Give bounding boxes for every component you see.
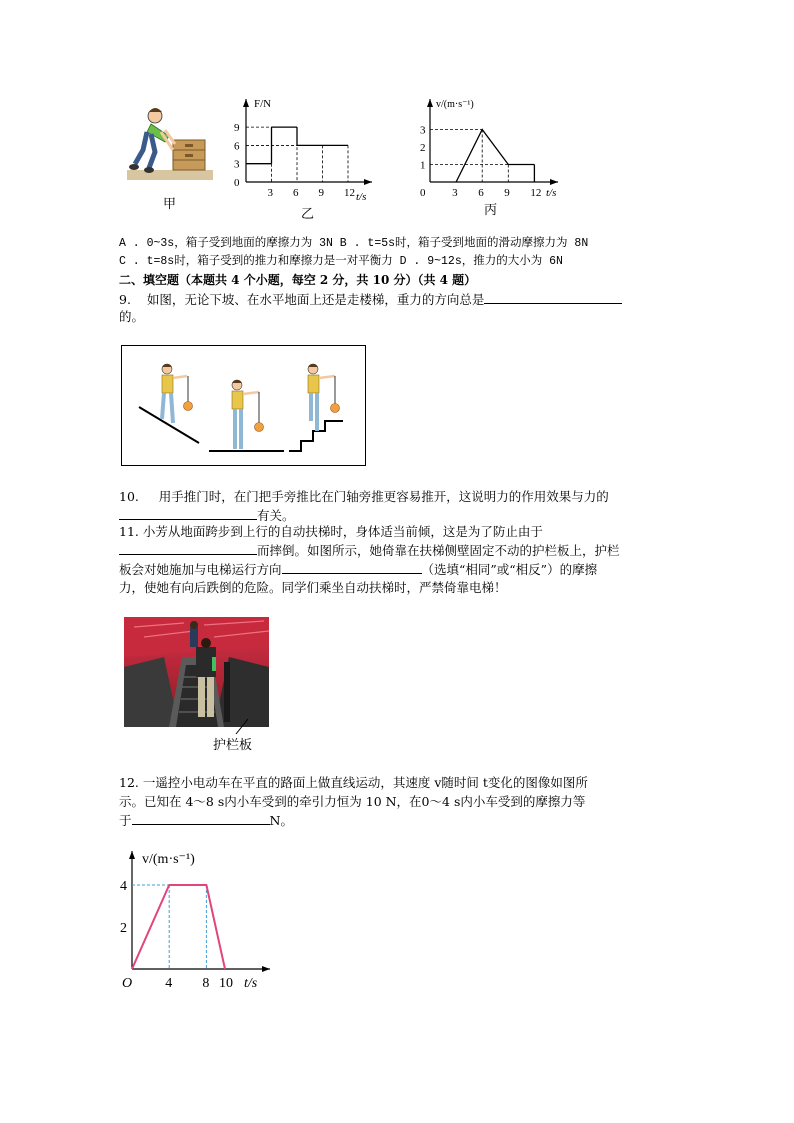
yi-xtick-3: 12 (344, 187, 355, 199)
q11-line-4: 力，使她有向后跌倒的危险。同学们乘坐自动扶梯时，严禁倚靠电梯！ (119, 580, 507, 595)
q10-text: 用手推门时，在门把手旁推比在门轴旁推更容易推开，这说明力的作用效果与力的 (158, 489, 609, 504)
q12-xtick-2: 8 (202, 976, 210, 991)
q9-blank[interactable] (484, 290, 622, 304)
yi-ytick-1: 6 (234, 140, 240, 153)
q9-number: 9. (119, 292, 131, 307)
q11-line-2 (119, 541, 620, 560)
bing-chart (420, 96, 570, 204)
q12-line-3 (119, 811, 293, 830)
jia-label: 甲 (163, 197, 177, 212)
yi-ytick-0: 9 (234, 122, 240, 135)
q12-y-axis-head (129, 851, 135, 859)
q10-line (119, 488, 609, 506)
q12-xtick-0: O (122, 976, 133, 991)
options-line-2: C . t=8s时，箱子受到的推力和摩擦力是一对平衡力 D . 9~12s，推力的大小为 6N (119, 255, 563, 268)
bing-ytick-0: 3 (420, 124, 426, 137)
q10-tail: 有关。 (257, 508, 295, 523)
q11-line-2-tail: 而摔倒。如图所示，她倚靠在扶梯侧壁固定不动的护栏板上，护栏 (257, 543, 620, 558)
yi-x-label: t/s (356, 191, 367, 203)
q12-line-3-head: 于 (119, 813, 132, 828)
q12-series-line (132, 885, 225, 969)
bing-xtick-0: 0 (420, 187, 426, 199)
q11-line-3 (119, 560, 597, 579)
yi-xtick-0: 3 (267, 187, 273, 199)
yi-xtick-1: 6 (293, 187, 299, 199)
options-line-1: A . 0~3s，箱子受到地面的摩擦力为 3N B . t=5s时，箱子受到地面的滑动摩擦力为 8N (119, 237, 589, 250)
yi-y-axis-head (243, 99, 249, 107)
q11-blank-2[interactable] (282, 560, 422, 574)
q12-x-label: t/s (244, 976, 258, 991)
q11-line-3-head: 板会对她施加与电梯运行方向 (119, 562, 282, 577)
bing-xtick-3: 9 (504, 187, 510, 199)
bing-ytick-1: 2 (420, 142, 426, 154)
yi-x-axis-head (364, 179, 372, 185)
bing-x-axis-head (550, 179, 558, 185)
jia-illustration (125, 100, 215, 184)
bing-y-label: v/(m·s⁻¹) (436, 99, 474, 110)
guardrail-caption: 护栏板 (213, 738, 253, 753)
q12-line-1: 12. 一遥控小电动车在平直的路面上做直线运动，其速度 v随时间 t变化的图像如图所 (119, 775, 588, 790)
q9-figure (121, 345, 366, 466)
bing-x-label: t/s (546, 187, 557, 199)
q12-ytick-0: 4 (120, 879, 127, 894)
q11-line-1: 11. 小芳从地面跨步到上行的自动扶梯时，身体适当前倾，这是为了防止由于 (119, 524, 543, 539)
q9-tail: 的。 (119, 309, 145, 324)
bing-xtick-2: 6 (478, 187, 484, 199)
q9-line (119, 290, 622, 309)
q12-line-2: 示。已知在 4～8 s内小车受到的牵引力恒为 10 N，在0～4 s内小车受到的摩擦力等 (119, 794, 586, 809)
yi-ytick-3: 0 (234, 177, 240, 189)
yi-chart (232, 96, 382, 204)
q12-chart (118, 845, 278, 995)
q11-blank-1[interactable] (119, 541, 257, 555)
section-heading: 二、填空题（本题共 4 个小题，每空 2 分，共 10 分）（共 4 题） (119, 273, 477, 287)
q12-x-axis-head (262, 966, 270, 972)
q11-line-3-tail: （选填“相同”或“相反”）的摩擦 (421, 562, 598, 577)
yi-ytick-2: 3 (234, 158, 240, 171)
q12-line-3-tail: N。 (269, 813, 293, 828)
q12-ytick-1: 2 (120, 921, 127, 936)
bing-label: 丙 (484, 203, 498, 218)
yi-y-label: F/N (254, 98, 272, 110)
q12-xtick-1: 4 (165, 976, 173, 991)
bing-xtick-4: 12 (530, 187, 542, 199)
bing-y-axis-head (427, 99, 433, 107)
q12-y-label: v/(m·s⁻¹) (142, 852, 195, 867)
bing-xtick-1: 3 (452, 187, 458, 199)
bing-series-line (456, 130, 534, 183)
bing-ytick-2: 1 (420, 159, 426, 172)
yi-xtick-2: 9 (318, 187, 324, 199)
q10-number: 10. (119, 489, 139, 504)
q12-xtick-3: 10 (219, 976, 233, 991)
yi-label: 乙 (301, 207, 315, 222)
q10-blank[interactable] (119, 506, 257, 520)
q9-text: 如图，无论下坡、在水平地面上还是走楼梯，重力的方向总是 (146, 292, 485, 307)
escalator-photo (124, 617, 269, 727)
q12-blank[interactable] (132, 811, 270, 825)
